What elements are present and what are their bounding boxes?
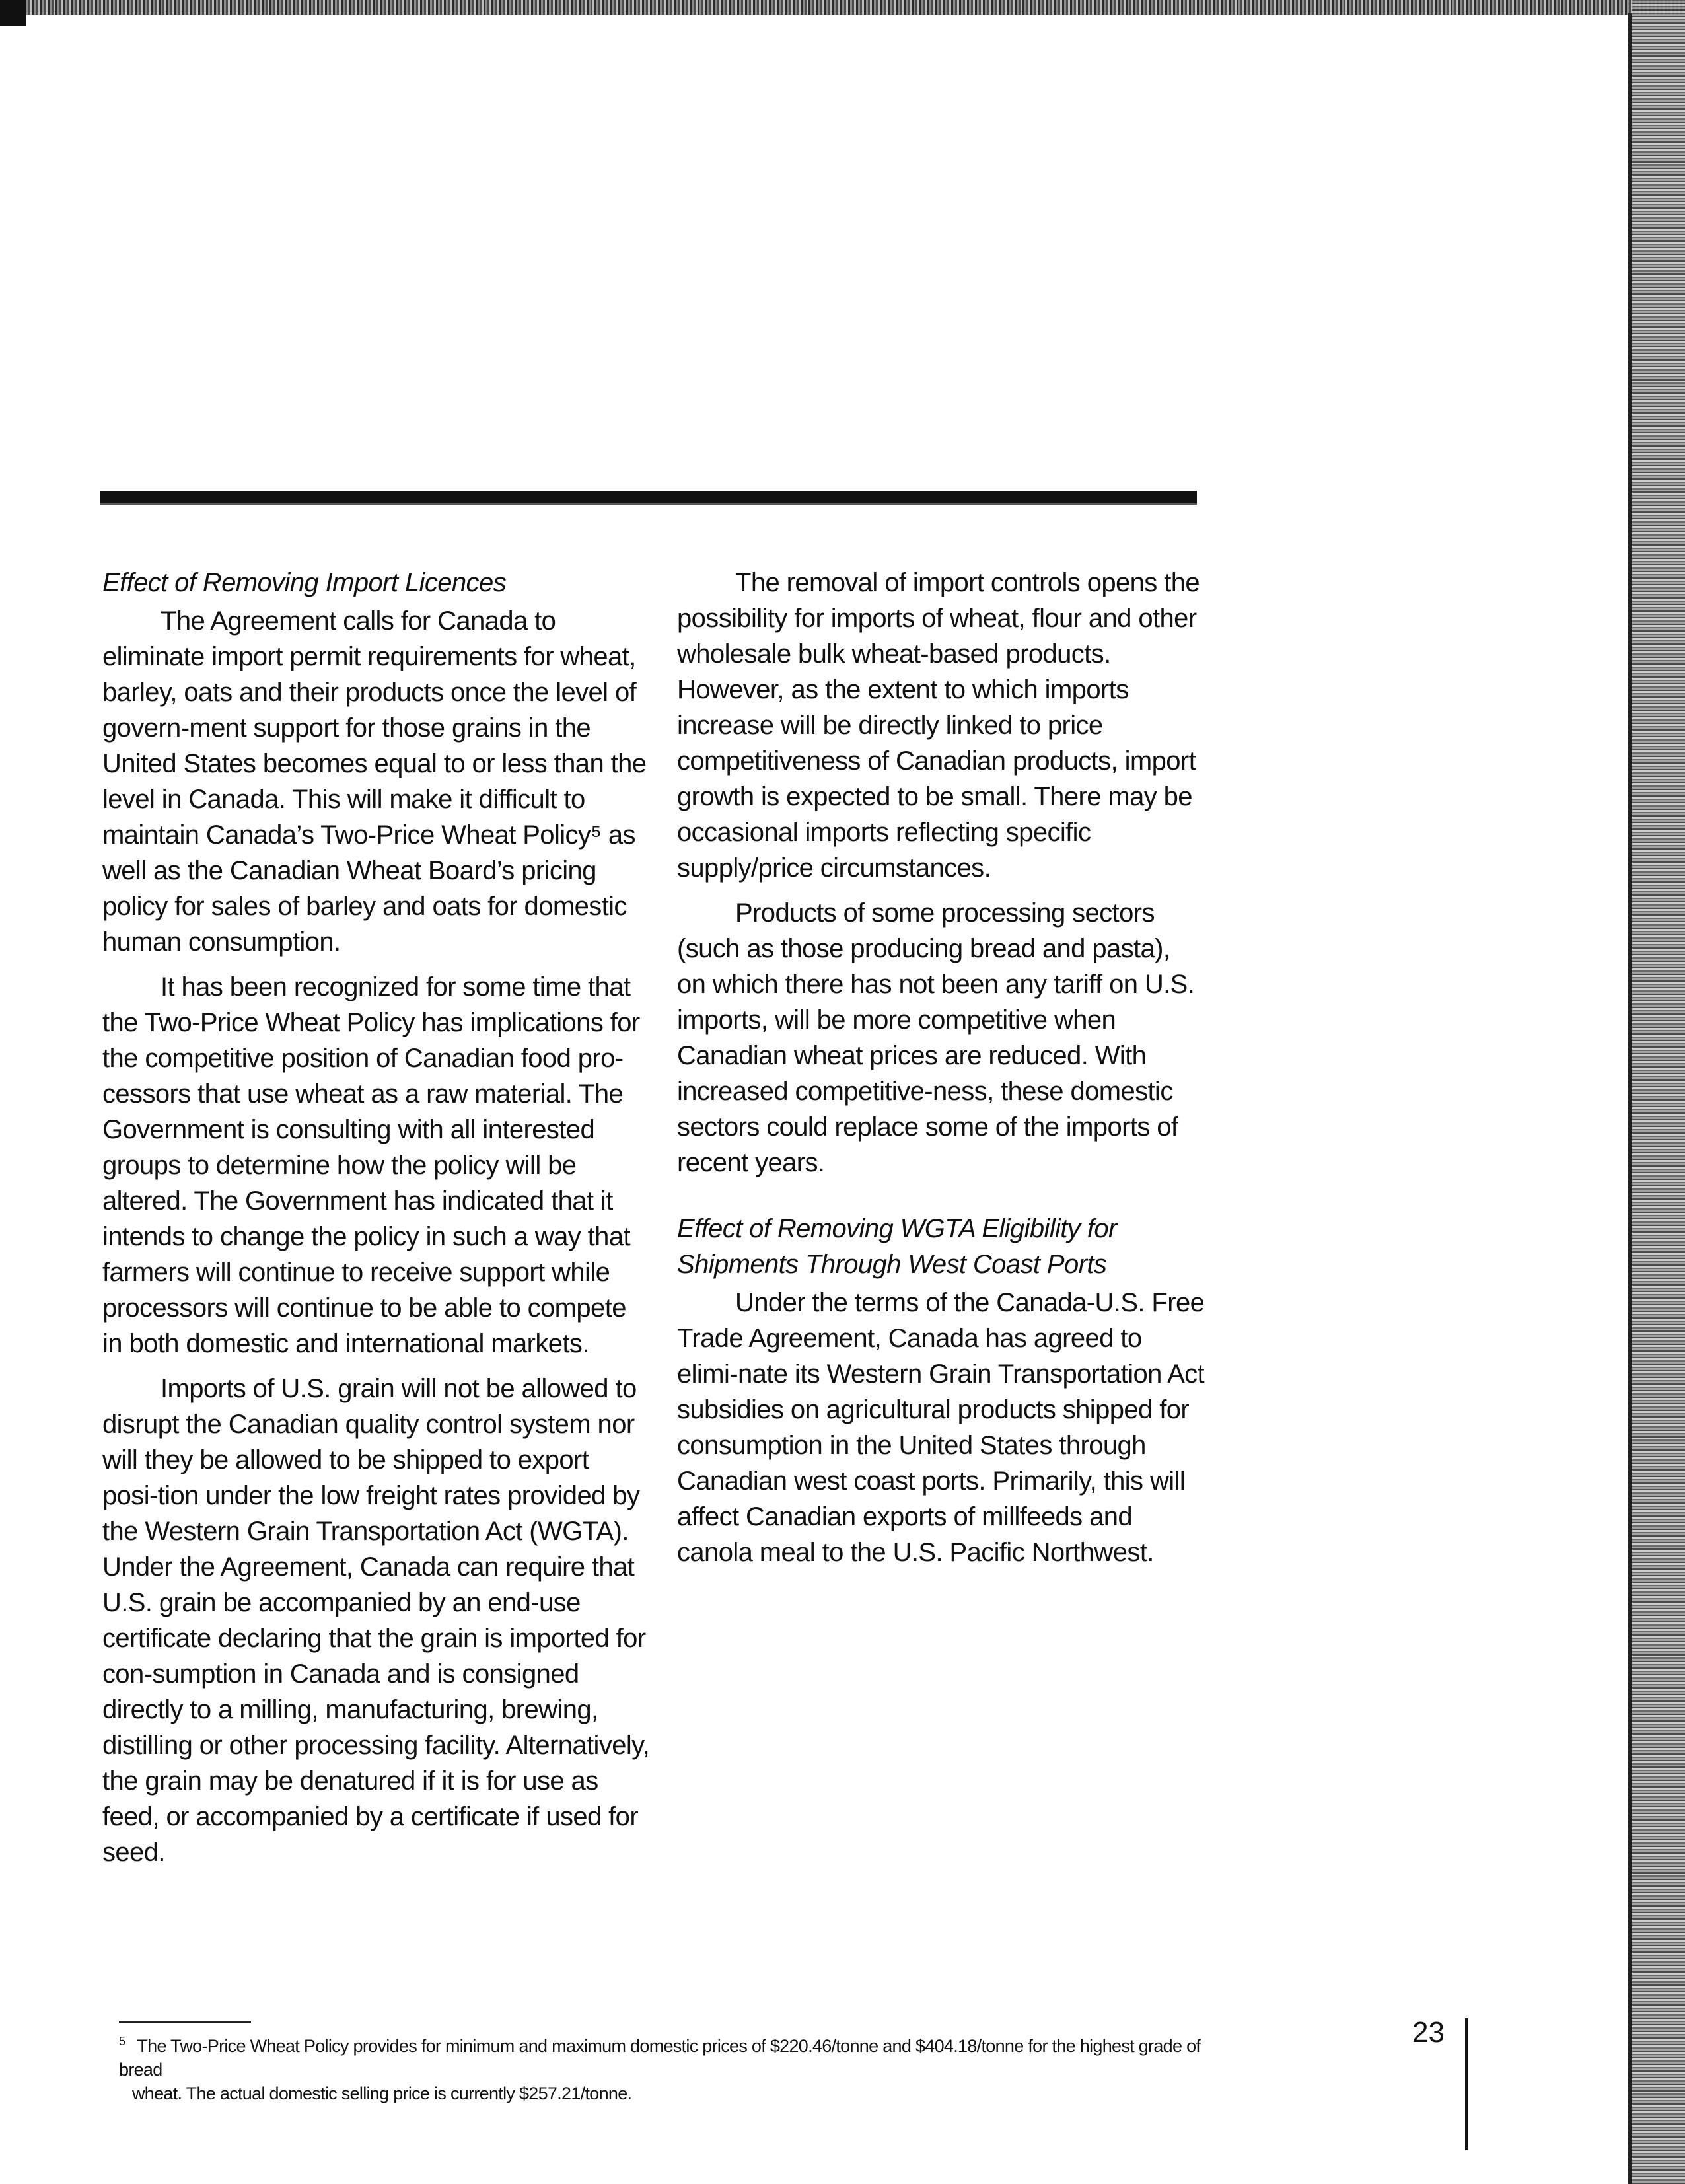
- paragraph: Imports of U.S. grain will not be allowed to disrupt the Canadian quality control system nor will they be allowed to be shipped to export posi-tion under the low freight rates provided by the Western Grain Transportation Act (WGTA). Under the Agreement, Canada can require that U.S. grain be accompanied by an end-use certificate declaring that the grain is imported for con-sumption in Canada and is consigned directly to a milling, manufacturing, brewing, distilling or other processing facility. Alternatively, the grain may be denatured if it is for use as feed, or accompanied by a certificate if used for seed.: [102, 1374, 650, 1867]
- footnote: [119, 2029, 1242, 2105]
- page-number-bar: [1465, 2018, 1468, 2150]
- left-column: [102, 565, 651, 1879]
- section-heading-wgta: Effect of Removing WGTA Eligibility for Shipments Through West Coast Ports: [677, 1214, 1117, 1279]
- paragraph: The Agreement calls for Canada to eliminate import permit requirements for wheat, barley, oats and their products once the level of govern-ment support for those grains in the United States becomes equal to or less than the level in Canada. This will make it difficult to maintain Canada’s Two-Price Wheat Policy⁵ as well as the Canadian Wheat Board’s pricing policy for sales of barley and oats for domestic human consumption.: [102, 606, 647, 957]
- page-number: 23: [1412, 2016, 1445, 2049]
- paragraph: Products of some processing sectors (such as those producing bread and pasta), on which there has not been any tariff on U.S. imports, will be more competitive when Canadian wheat prices are reduced. With increased competitive-ness, these domestic sectors could replace some of the imports of recent years.: [677, 898, 1195, 1177]
- section-divider-rule: [100, 491, 1197, 505]
- paragraph: The removal of import controls opens the possibility for imports of wheat, flour and other wholesale bulk wheat-based products. However, as the extent to which imports increase will be directly linked to price competitiveness of Canadian products, import growth is expected to be small. There may be occasional imports reflecting specific supply/price circumstances.: [677, 568, 1200, 883]
- footnote-rule: [119, 2021, 251, 2023]
- scan-edge-top: [0, 0, 1685, 15]
- footnote-line-1: The Two-Price Wheat Policy provides for minimum and maximum domestic prices of $220.46/tonne and $404.18/tonne for the highest grade of bread: [119, 2036, 1201, 2080]
- paragraph: It has been recognized for some time that the Two-Price Wheat Policy has implications for the competitive position of Canadian food pro-cessors that use wheat as a raw material. The Government is consulting with all interested groups to determine how the policy will be altered. The Government has indicated that it intends to change the policy in such a way that farmers will continue to receive support while processors will continue to be able to compete in both domestic and international markets.: [102, 972, 640, 1358]
- right-column: [677, 565, 1205, 1580]
- footnote-marker: 5: [119, 2035, 125, 2048]
- page-edge-shadow: [1628, 13, 1632, 2184]
- footnote-line-2: wheat. The actual domestic selling price is currently $257.21/tonne.: [132, 2084, 632, 2103]
- paragraph: Under the terms of the Canada-U.S. Free Trade Agreement, Canada has agreed to elimi-nate its Western Grain Transportation Act subsidies on agricultural products shipped for consumption in the United States through Canadian west coast ports. Primarily, this will affect Canadian exports of millfeeds and canola meal to the U.S. Pacific Northwest.: [677, 1288, 1205, 1567]
- scan-edge-right: [1632, 0, 1685, 2184]
- section-heading-import-licences: Effect of Removing Import Licences: [102, 568, 506, 597]
- scan-corner: [0, 0, 26, 26]
